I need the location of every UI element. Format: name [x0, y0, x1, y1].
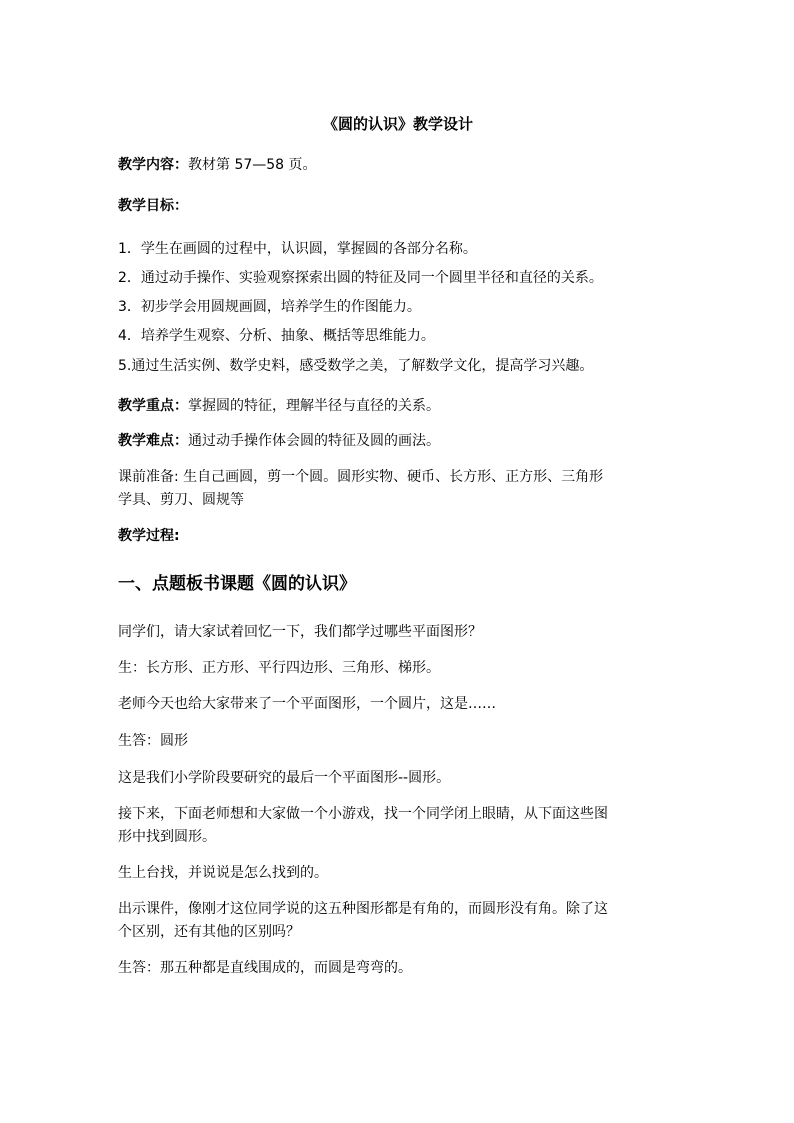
difficulty-label: 教学难点：	[118, 433, 188, 449]
paragraph: 生答：那五种都是直线围成的，而圆是弯弯的。	[118, 960, 412, 976]
teaching-goals-label: 教学目标：	[118, 198, 188, 214]
paragraph: 这是我们小学阶段要研究的最后一个平面图形--圆形。	[118, 770, 451, 786]
goal-item: 2．通过动手操作、实验观察探索出圆的特征及同一个圆里半径和直径的关系。	[118, 270, 603, 286]
paragraph: 生上台找，并说说是怎么找到的。	[118, 865, 328, 881]
paragraph-line: 个区别，还有其他的区别吗？	[118, 924, 300, 940]
teaching-process-label: 教学过程:	[118, 528, 180, 544]
paragraph: 同学们，请大家试着回忆一下，我们都学过哪些平面图形？	[118, 624, 482, 640]
goal-item: 4．培养学生观察、分析、抽象、概括等思维能力。	[118, 328, 435, 344]
teaching-content	[118, 153, 678, 177]
teaching-key-point	[118, 394, 678, 418]
paragraph-line: 出示课件，像刚才这位同学说的这五种图形都是有角的，而圆形没有角。除了这	[118, 901, 608, 917]
key-point-text: 掌握圆的特征，理解半径与直径的关系。	[188, 398, 440, 414]
teaching-difficulty	[118, 429, 678, 453]
teaching-content-text: 教材第 57—58 页。	[188, 157, 317, 173]
paragraph-line: 形中找到圆形。	[118, 829, 216, 845]
paragraph: 老师今天也给大家带来了一个平面图形，一个圆片，这是……	[118, 696, 496, 712]
key-point-label: 教学重点：	[118, 398, 188, 414]
goal-item: 3．初步学会用圆规画圆，培养学生的作图能力。	[118, 299, 421, 315]
goal-item: 1．学生在画圆的过程中，认识圆，掌握圆的各部分名称。	[118, 241, 477, 257]
paragraph-line: 接下来，下面老师想和大家做一个小游戏，找一个同学闭上眼睛，从下面这些图	[118, 806, 608, 822]
preparation-line-2: 学具、剪刀、圆规等	[118, 492, 244, 508]
paragraph: 生答：圆形	[118, 733, 188, 749]
document-title: 《圆的认识》教学设计	[322, 115, 473, 133]
goal-item: 5.通过生活实例、数学史料，感受数学之美，了解数学文化，提高学习兴趣。	[118, 358, 594, 374]
preparation-line-1: 课前准备: 生自己画圆，剪一个圆。圆形实物、硬币、长方形、正方形、三角形	[118, 469, 604, 485]
teaching-content-label: 教学内容：	[118, 157, 188, 173]
difficulty-text: 通过动手操作体会圆的特征及圆的画法。	[188, 433, 440, 449]
paragraph: 生：长方形、正方形、平行四边形、三角形、梯形。	[118, 660, 440, 676]
section-heading: 一、点题板书课题《圆的认识》	[118, 574, 356, 594]
